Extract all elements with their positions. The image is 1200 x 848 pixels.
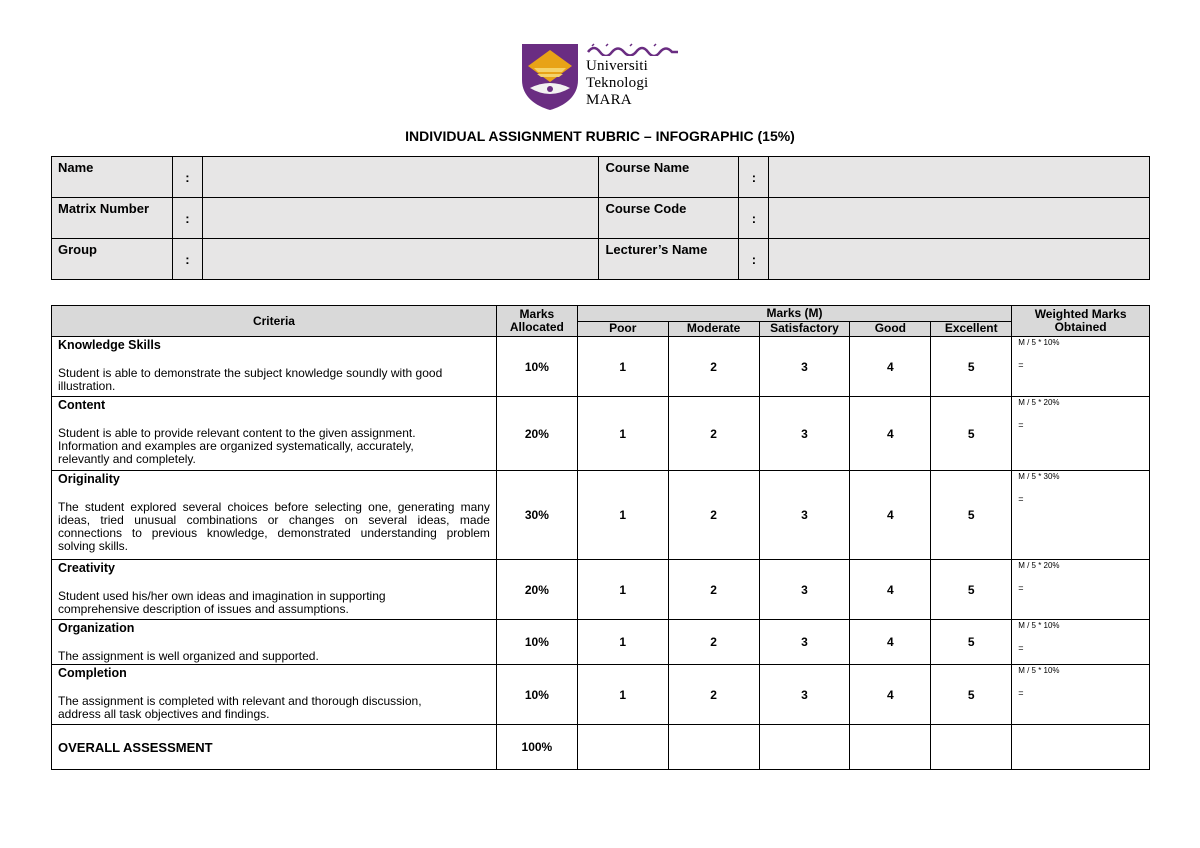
weight-formula: M / 5 * 10% xyxy=(1018,338,1060,347)
criteria-cell xyxy=(52,397,497,471)
uitm-logo xyxy=(520,42,690,112)
lecturer-name-label: Lecturer’s Name xyxy=(599,239,739,280)
weight-formula: M / 5 * 10% xyxy=(1018,621,1060,630)
overall-excellent-cell[interactable] xyxy=(931,725,1012,770)
overall-poor-cell[interactable] xyxy=(577,725,668,770)
overall-good-cell[interactable] xyxy=(850,725,931,770)
score-moderate[interactable]: 2 xyxy=(668,471,759,560)
student-info-table xyxy=(51,156,1150,280)
score-good[interactable]: 4 xyxy=(850,397,931,471)
score-moderate[interactable]: 2 xyxy=(668,337,759,397)
colon: : xyxy=(739,198,769,239)
criteria-description: Student is able to demonstrate the subject knowledge soundly with good illustration. xyxy=(58,366,443,393)
criteria-title: Content xyxy=(58,398,106,412)
overall-weighted-cell[interactable] xyxy=(1012,725,1150,770)
weighted-line-2: Obtained xyxy=(1054,320,1107,334)
score-moderate[interactable]: 2 xyxy=(668,560,759,620)
rubric-row xyxy=(52,397,1150,471)
marks-allocated: 10% xyxy=(496,337,577,397)
score-good[interactable]: 4 xyxy=(850,620,931,665)
criteria-title: Knowledge Skills xyxy=(58,338,161,352)
criteria-description: The student explored several choices before selecting one, generating many ideas, tried unusual combinations or changes on several ideas, made connections to previous knowledge, demonstrated understanding problem solving skills. xyxy=(58,500,490,553)
weight-formula: M / 5 * 20% xyxy=(1018,398,1060,407)
rubric-header-row-1 xyxy=(52,306,1150,322)
criteria-cell xyxy=(52,471,497,560)
marks-allocated: 10% xyxy=(496,620,577,665)
marks-allocated-line-2: Allocated xyxy=(509,320,564,334)
score-excellent[interactable]: 5 xyxy=(931,397,1012,471)
weight-equals: = xyxy=(1018,643,1024,653)
colon: : xyxy=(172,239,202,280)
good-header: Good xyxy=(850,321,931,337)
score-good[interactable]: 4 xyxy=(850,665,931,725)
score-excellent[interactable]: 5 xyxy=(931,337,1012,397)
weighted-marks-cell[interactable] xyxy=(1012,620,1150,665)
score-poor[interactable]: 1 xyxy=(577,471,668,560)
group-label: Group xyxy=(52,239,173,280)
score-good[interactable]: 4 xyxy=(850,560,931,620)
satisfactory-header: Satisfactory xyxy=(759,321,850,337)
weighted-marks-cell[interactable] xyxy=(1012,471,1150,560)
overall-marks: 100% xyxy=(496,725,577,770)
marks-allocated-line-1: Marks xyxy=(519,307,555,321)
score-satisfactory[interactable]: 3 xyxy=(759,620,850,665)
weight-equals: = xyxy=(1018,494,1024,504)
colon: : xyxy=(739,157,769,198)
marks-allocated-header xyxy=(496,306,577,337)
group-field[interactable] xyxy=(202,239,599,280)
criteria-title: Completion xyxy=(58,666,127,680)
score-satisfactory[interactable]: 3 xyxy=(759,337,850,397)
rubric-row xyxy=(52,337,1150,397)
score-moderate[interactable]: 2 xyxy=(668,665,759,725)
moderate-header: Moderate xyxy=(668,321,759,337)
course-code-label: Course Code xyxy=(599,198,739,239)
criteria-title: Organization xyxy=(58,621,135,635)
score-satisfactory[interactable]: 3 xyxy=(759,397,850,471)
score-excellent[interactable]: 5 xyxy=(931,471,1012,560)
course-code-field[interactable] xyxy=(769,198,1150,239)
weight-equals: = xyxy=(1018,583,1024,593)
criteria-description: Student is able to provide relevant content to the given assignment. Information and examples are organized systematically, accurately, relevantly and completely. xyxy=(58,426,416,466)
weighted-marks-header xyxy=(1012,306,1150,337)
score-poor[interactable]: 1 xyxy=(577,620,668,665)
marks-allocated: 30% xyxy=(496,471,577,560)
score-excellent[interactable]: 5 xyxy=(931,665,1012,725)
weighted-marks-cell[interactable] xyxy=(1012,397,1150,471)
score-good[interactable]: 4 xyxy=(850,337,931,397)
score-satisfactory[interactable]: 3 xyxy=(759,560,850,620)
matrix-number-field[interactable] xyxy=(202,198,599,239)
weight-equals: = xyxy=(1018,360,1024,370)
weight-formula: M / 5 * 10% xyxy=(1018,666,1060,675)
overall-assessment-label: OVERALL ASSESSMENT xyxy=(52,725,497,770)
colon: : xyxy=(172,198,202,239)
weight-equals: = xyxy=(1018,688,1024,698)
excellent-header: Excellent xyxy=(931,321,1012,337)
overall-satisfactory-cell[interactable] xyxy=(759,725,850,770)
score-excellent[interactable]: 5 xyxy=(931,620,1012,665)
logo-line-1: Universiti xyxy=(586,58,648,74)
marks-allocated: 20% xyxy=(496,397,577,471)
criteria-cell xyxy=(52,337,497,397)
score-poor[interactable]: 1 xyxy=(577,337,668,397)
weight-formula: M / 5 * 20% xyxy=(1018,561,1060,570)
rubric-table xyxy=(51,305,1150,770)
weighted-marks-cell[interactable] xyxy=(1012,560,1150,620)
rubric-row xyxy=(52,471,1150,560)
score-excellent[interactable]: 5 xyxy=(931,560,1012,620)
criteria-cell xyxy=(52,620,497,665)
colon: : xyxy=(739,239,769,280)
university-name xyxy=(586,58,648,109)
criteria-title: Originality xyxy=(58,472,120,486)
jawi-script-mark xyxy=(586,42,680,56)
poor-header: Poor xyxy=(577,321,668,337)
logo-line-2: Teknologi xyxy=(586,75,649,91)
document-title: INDIVIDUAL ASSIGNMENT RUBRIC – INFOGRAPHIC (15%) xyxy=(405,128,795,144)
score-satisfactory[interactable]: 3 xyxy=(759,471,850,560)
score-poor[interactable]: 1 xyxy=(577,397,668,471)
matrix-number-label: Matrix Number xyxy=(52,198,173,239)
criteria-description: Student used his/her own ideas and imagination in supporting comprehensive description of issues and assumptions. xyxy=(58,589,386,616)
criteria-cell xyxy=(52,560,497,620)
overall-assessment-row xyxy=(52,725,1150,770)
criteria-title: Creativity xyxy=(58,561,115,575)
info-row-matrix xyxy=(52,198,1150,239)
criteria-cell xyxy=(52,665,497,725)
score-good[interactable]: 4 xyxy=(850,471,931,560)
info-row-group xyxy=(52,239,1150,280)
weight-equals: = xyxy=(1018,420,1024,430)
marks-m-header: Marks (M) xyxy=(577,306,1011,322)
score-poor[interactable]: 1 xyxy=(577,560,668,620)
name-field[interactable] xyxy=(202,157,599,198)
logo-line-3: MARA xyxy=(586,92,632,108)
overall-moderate-cell[interactable] xyxy=(668,725,759,770)
weighted-marks-cell[interactable] xyxy=(1012,665,1150,725)
rubric-row xyxy=(52,620,1150,665)
marks-allocated: 20% xyxy=(496,560,577,620)
weighted-marks-cell[interactable] xyxy=(1012,337,1150,397)
score-moderate[interactable]: 2 xyxy=(668,620,759,665)
rubric-row xyxy=(52,560,1150,620)
colon: : xyxy=(172,157,202,198)
criteria-description: The assignment is well organized and supported. xyxy=(58,649,319,663)
weighted-line-1: Weighted Marks xyxy=(1034,307,1127,321)
name-label: Name xyxy=(52,157,173,198)
lecturer-name-field[interactable] xyxy=(769,239,1150,280)
score-moderate[interactable]: 2 xyxy=(668,397,759,471)
uitm-crest-icon xyxy=(520,42,580,112)
marks-allocated: 10% xyxy=(496,665,577,725)
rubric-row xyxy=(52,665,1150,725)
score-poor[interactable]: 1 xyxy=(577,665,668,725)
weight-formula: M / 5 * 30% xyxy=(1018,472,1060,481)
course-name-label: Course Name xyxy=(599,157,739,198)
criteria-header: Criteria xyxy=(52,306,497,337)
course-name-field[interactable] xyxy=(769,157,1150,198)
criteria-description: The assignment is completed with relevant and thorough discussion, address all task objectives and findings. xyxy=(58,694,422,721)
info-row-name xyxy=(52,157,1150,198)
score-satisfactory[interactable]: 3 xyxy=(759,665,850,725)
